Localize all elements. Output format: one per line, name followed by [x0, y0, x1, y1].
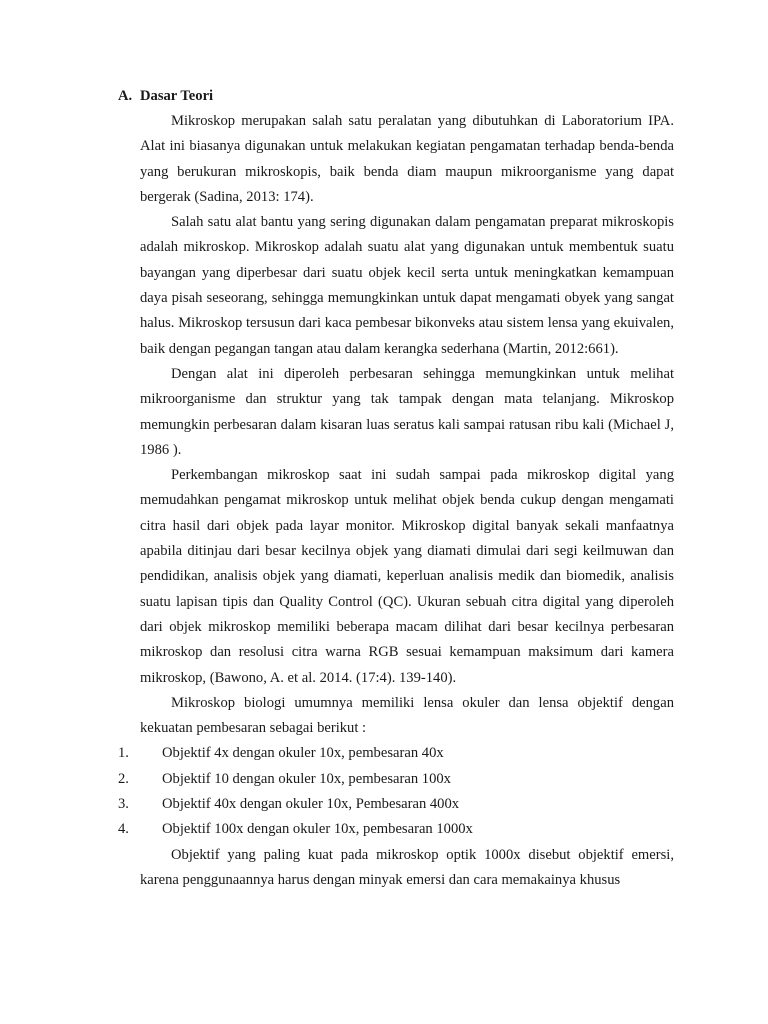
paragraph-4: Perkembangan mikroskop saat ini sudah sampai pada mikroskop digital yang memudahkan pengamat mikroskop untuk melihat objek benda cukup dengan mengamati citra hasil dari objek pada layar monitor. Mikroskop digital banyak sekali manfaatnya apabila ditinjau dari besar kecilnya objek yang diamati dimulai dari segi keilmuwan dan pendidikan, analisis objek yang diamati, keperluan analisis medik dan biomedik, analisis suatu lapisan tipis dan Quality Control (QC). Ukuran sebuah citra digital yang diperoleh dari objek mikroskop memiliki beberapa macam dilihat dari besar kecilnya perbesaran mikroskop dan resolusi citra warna RGB sesuai kemampuan maksimum dari kamera mikroskop, (Bawono, A. et al. 2014. (17:4). 139-140). [140, 467, 674, 686]
list-marker: 2. [118, 770, 129, 787]
body-text [118, 109, 674, 893]
section-number: A. [118, 88, 133, 104]
list-marker: 3. [118, 796, 129, 813]
list-item [118, 792, 674, 817]
section-title: Dasar Teori [140, 88, 214, 104]
list-item [118, 741, 674, 766]
magnification-list [118, 741, 674, 842]
paragraph-3: Dengan alat ini diperoleh perbesaran sehingga memungkinkan untuk melihat mikroorganisme dan struktur yang tak tampak dengan mata telanjang. Mikroskop memungkin perbesaran dalam kisaran luas seratus kali sampai ratusan ribu kali (Michael J, 1986 ). [140, 365, 674, 458]
list-item-text: Objektif 10 dengan okuler 10x, pembesaran 100x [162, 770, 451, 787]
section-heading [118, 86, 213, 106]
paragraph-2: Salah satu alat bantu yang sering digunakan dalam pengamatan preparat mikroskopis adalah mikroskop. Mikroskop adalah suatu alat yang digunakan untuk membentuk suatu bayangan yang diperbesar dari suatu objek kecil serta untuk meningkatkan kemampuan daya pisah seseorang, sehingga memungkinkan untuk dapat mengamati obyek yang sangat halus. Mikroskop tersusun dari kaca pembesar bikonveks atau sistem lensa yang ekuivalen, baik dengan pegangan tangan atau dalam kerangka sederhana (Martin, 2012:661). [140, 214, 674, 357]
list-item-text: Objektif 4x dengan okuler 10x, pembesaran 40x [162, 745, 444, 762]
list-marker: 4. [118, 821, 129, 838]
list-item-text: Objektif 40x dengan okuler 10x, Pembesaran 400x [162, 796, 460, 813]
paragraph-5: Mikroskop biologi umumnya memiliki lensa okuler dan lensa objektif dengan kekuatan pembesaran sebagai berikut : [140, 694, 674, 737]
list-item-text: Objektif 100x dengan okuler 10x, pembesaran 1000x [162, 821, 473, 838]
list-item [118, 817, 674, 842]
list-marker: 1. [118, 745, 129, 762]
paragraph-1: Mikroskop merupakan salah satu peralatan yang dibutuhkan di Laboratorium IPA. Alat ini biasanya digunakan untuk melakukan kegiatan pengamatan terhadap benda-benda yang berukuran mikroskopis, baik benda diam maupun mikroorganisme yang dapat bergerak (Sadina, 2013: 174). [140, 113, 674, 205]
closing-paragraph: Objektif yang paling kuat pada mikroskop optik 1000x disebut objektif emersi, karena penggunaannya harus dengan minyak emersi dan cara memakainya khusus [140, 846, 674, 888]
list-item [118, 767, 674, 792]
